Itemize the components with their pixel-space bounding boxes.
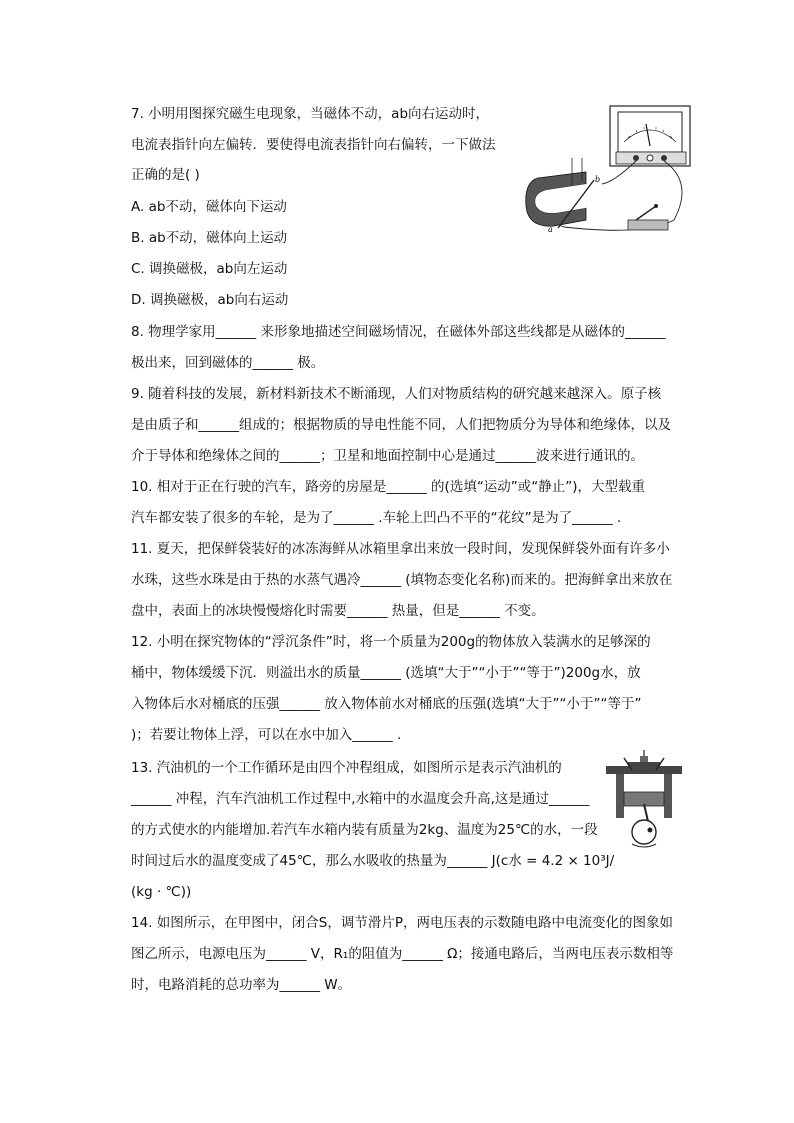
q8-line-1: 8. 物理学家用______ 来形象地描述空间磁场情况，在磁体外部这些线都是从磁体的______ (131, 324, 666, 340)
q9-line-3: 介于导体和绝缘体之间的______；卫星和地面控制中心是通过______波来进行通讯的。 (131, 448, 644, 464)
svg-text:a: a (548, 225, 553, 234)
q13-line-2: ______ 冲程，汽车汽油机工作过程中,水箱中的水温度会升高,这是通过______ (131, 791, 590, 807)
q7-option-c: C. 调换磁极，ab向左运动 (131, 261, 288, 277)
cylinder-head (606, 762, 682, 774)
terminal-left (633, 155, 639, 161)
q14-line-1: 14. 如图所示，在甲图中，闭合S，调节滑片P，两电压表的示数随电路中电流变化的图象如 (131, 915, 673, 931)
q11-line-1: 11. 夏天，把保鲜袋装好的冰冻海鲜从冰箱里拿出来放一段时间，发现保鲜袋外面有许多小 (131, 541, 670, 557)
q12-line-1: 12. 小明在探究物体的“浮沉条件”时，将一个质量为200g的物体放入装满水的足够深的 (131, 634, 651, 650)
q13-line-3: 的方式使水的内能增加.若汽车水箱内装有质量为2kg、温度为25℃的水，一段 (131, 822, 598, 838)
q7-option-d: D. 调换磁极，ab向右运动 (131, 292, 289, 308)
q13-line-1: 13. 汽油机的一个工作循环是由四个冲程组成，如图所示是表示汽油机的 (131, 760, 562, 776)
piston (624, 792, 664, 806)
q10-line-2: 汽车都安装了很多的车轮，是为了______ .车轮上凹凸不平的“花纹”是为了______ . (131, 510, 622, 526)
q10-line-1: 10. 相对于正在行驶的汽车，路旁的房屋是______ 的(选填“运动”或“静止”)，大型载重 (131, 479, 646, 495)
q13-line-5: (kg · ℃)) (131, 884, 192, 900)
q11-line-3: 盘中，表面上的冰块慢慢熔化时需要______ 热量，但是______ 不变。 (131, 603, 545, 619)
q12-line-4: )；若要让物体上浮，可以在水中加入______ . (131, 727, 402, 743)
galvanometer-magnet-figure (524, 102, 696, 240)
q7-stem-line-2: 电流表指针向左偏转．要使得电流表指针向右偏转，一下做法 (131, 137, 496, 153)
q9-line-2: 是由质子和______组成的；根据物质的导电性能不同，人们把物质分为导体和绝缘体，以及 (131, 417, 671, 433)
q7-stem-line-1: 7. 小明用图探究磁生电现象，当磁体不动，ab向右运动时， (131, 106, 490, 122)
q8-line-2: 极出来，回到磁体的______ 极。 (131, 355, 325, 371)
q7-option-b: B. ab不动，磁体向上运动 (131, 230, 288, 246)
q12-line-3: 入物体后水对桶底的压强______ 放入物体前水对桶底的压强(选填“大于”“小于”“等于” (131, 696, 642, 712)
q7-stem-line-3: 正确的是( ) (131, 167, 200, 183)
q12-line-2: 桶中，物体缓缓下沉．则溢出水的质量______ (选填“大于”“小于”“等于”)200g水，放 (131, 665, 641, 681)
q9-line-1: 9. 随着科技的发展，新材料新技术不断涌现，人们对物质结构的研究越来越深入。原子核 (131, 386, 662, 402)
svg-text:b: b (595, 175, 601, 184)
q13-line-4: 时间过后水的温度变成了45℃，那么水吸收的热量为______ J(c水 = 4.2 × 10³J/ (131, 853, 615, 869)
q14-line-2: 图乙所示，电源电压为______ V，R₁的阻值为______ Ω；接通电路后，当两电压表示数相等 (131, 946, 674, 962)
terminal-right (661, 155, 667, 161)
q14-line-3: 时，电路消耗的总功率为______ W。 (131, 977, 352, 993)
q7-option-a: A. ab不动，磁体向下运动 (131, 199, 287, 215)
switch (628, 220, 668, 230)
engine-cylinder-figure (598, 748, 690, 848)
crankshaft (632, 820, 656, 844)
q11-line-2: 水珠，这些水珠是由于热的水蒸气遇冷______ (填物态变化名称)而来的。把海鲜拿出来放在 (131, 572, 673, 588)
